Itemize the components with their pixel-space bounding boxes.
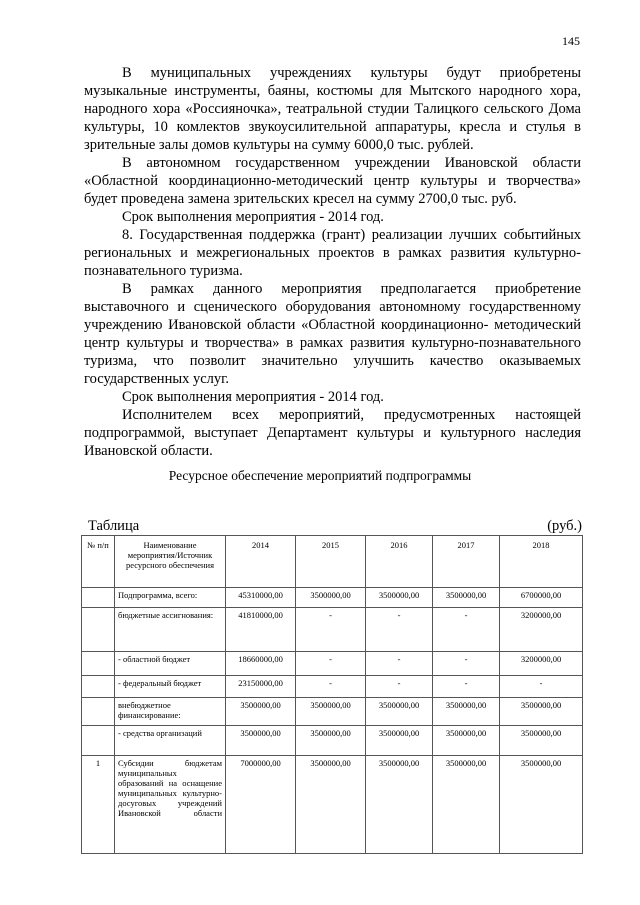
row-name: - федеральный бюджет [115, 676, 226, 698]
cell-2018: 3200000,00 [500, 652, 583, 676]
table-row [82, 676, 583, 698]
row-name: внебюджетное финансирование: [115, 698, 226, 726]
row-number [82, 726, 115, 756]
table-row [82, 726, 583, 756]
cell-2014: 23150000,00 [226, 676, 296, 698]
cell-2016: 3500000,00 [366, 588, 433, 608]
header-year-2016: 2016 [366, 536, 433, 588]
cell-2016: - [366, 652, 433, 676]
header-number: № п/п [82, 536, 115, 588]
cell-2014: 3500000,00 [226, 726, 296, 756]
cell-2016: 3500000,00 [366, 756, 433, 854]
cell-2017: - [433, 608, 500, 652]
cell-2018: - [500, 676, 583, 698]
header-year-2014: 2014 [226, 536, 296, 588]
header-name: Наименование мероприятия/Источник ресурсного обеспечения [115, 536, 226, 588]
cell-2016: 3500000,00 [366, 698, 433, 726]
cell-2015: - [296, 608, 366, 652]
table-header-row [82, 536, 583, 588]
row-name: бюджетные ассигнования: [115, 608, 226, 652]
row-name: - средства организаций [115, 726, 226, 756]
cell-2014: 41810000,00 [226, 608, 296, 652]
cell-2018: 6700000,00 [500, 588, 583, 608]
row-number [82, 698, 115, 726]
table-row [82, 608, 583, 652]
cell-2014: 3500000,00 [226, 698, 296, 726]
paragraph: В автономном государственном учреждении Ивановской области «Областной координационно-методический центр культуры и творчества» будет проведена замена зрительских кресел на сумму 2700,0 тыс. руб. [84, 155, 581, 207]
section-title: Ресурсное обеспечение мероприятий подпрограммы [168, 468, 472, 483]
row-number [82, 652, 115, 676]
table-row [82, 652, 583, 676]
page-number: 145 [562, 34, 580, 48]
cell-2017: 3500000,00 [433, 588, 500, 608]
cell-2017: 3500000,00 [433, 756, 500, 854]
resources-table [81, 535, 583, 854]
cell-2018: 3500000,00 [500, 698, 583, 726]
cell-2015: 3500000,00 [296, 698, 366, 726]
cell-2016: - [366, 608, 433, 652]
table-row [82, 698, 583, 726]
header-year-2017: 2017 [433, 536, 500, 588]
paragraph: Срок выполнения мероприятия - 2014 год. [122, 389, 384, 405]
cell-2014: 18660000,00 [226, 652, 296, 676]
row-number [82, 588, 115, 608]
row-number: 1 [82, 756, 115, 854]
cell-2014: 45310000,00 [226, 588, 296, 608]
row-number [82, 676, 115, 698]
table-row [82, 588, 583, 608]
table-row [82, 756, 583, 854]
cell-2017: - [433, 676, 500, 698]
paragraph: В муниципальных учреждениях культуры будут приобретены музыкальные инструменты, баяны, костюмы для Мытского народного хора, народного хора «Россияночка», театральной студии Талицкого сельского Дома культуры, 10 комлектов звукоусилительной аппаратуры, кресла и стулья в зрительные залы домов культуры на сумму 6000,0 тыс. рублей. [84, 65, 581, 153]
row-number [82, 608, 115, 652]
cell-2016: - [366, 676, 433, 698]
cell-2016: 3500000,00 [366, 726, 433, 756]
cell-2018: 3200000,00 [500, 608, 583, 652]
paragraph: Исполнителем всех мероприятий, предусмотренных настоящей подпрограммой, выступает Департамент культуры и культурного наследия Ивановской области. [84, 407, 581, 459]
cell-2015: - [296, 652, 366, 676]
cell-2015: 3500000,00 [296, 726, 366, 756]
cell-2015: 3500000,00 [296, 588, 366, 608]
cell-2015: - [296, 676, 366, 698]
cell-2017: 3500000,00 [433, 726, 500, 756]
cell-2018: 3500000,00 [500, 726, 583, 756]
row-name: Субсидии бюджетам муниципальных образований на оснащение муниципальных культурно-досуговых учреждений Ивановской области [115, 756, 226, 854]
cell-2017: - [433, 652, 500, 676]
row-name: - областной бюджет [115, 652, 226, 676]
cell-2018: 3500000,00 [500, 756, 583, 854]
paragraph: В рамках данного мероприятия предполагается приобретение выставочного и сценического оборудования автономному государственному учреждению Ивановской области «Областной координационно- методический центр культуры и творчества» в рамках развития культурно-познавательного туризма, что позволит значительно улучшить качество оказываемых государственных услуг. [84, 281, 581, 387]
cell-2017: 3500000,00 [433, 698, 500, 726]
body-text [84, 64, 581, 460]
paragraph: Срок выполнения мероприятия - 2014 год. [122, 209, 384, 225]
header-year-2015: 2015 [296, 536, 366, 588]
table-unit: (руб.) [547, 518, 582, 534]
header-year-2018: 2018 [500, 536, 583, 588]
paragraph: 8. Государственная поддержка (грант) реализации лучших событийных региональных и межрегиональных проектов в рамках развития культурно-познавательного туризма. [84, 227, 581, 279]
table-caption: Таблица [88, 518, 140, 534]
cell-2014: 7000000,00 [226, 756, 296, 854]
row-name: Подпрограмма, всего: [115, 588, 226, 608]
cell-2015: 3500000,00 [296, 756, 366, 854]
